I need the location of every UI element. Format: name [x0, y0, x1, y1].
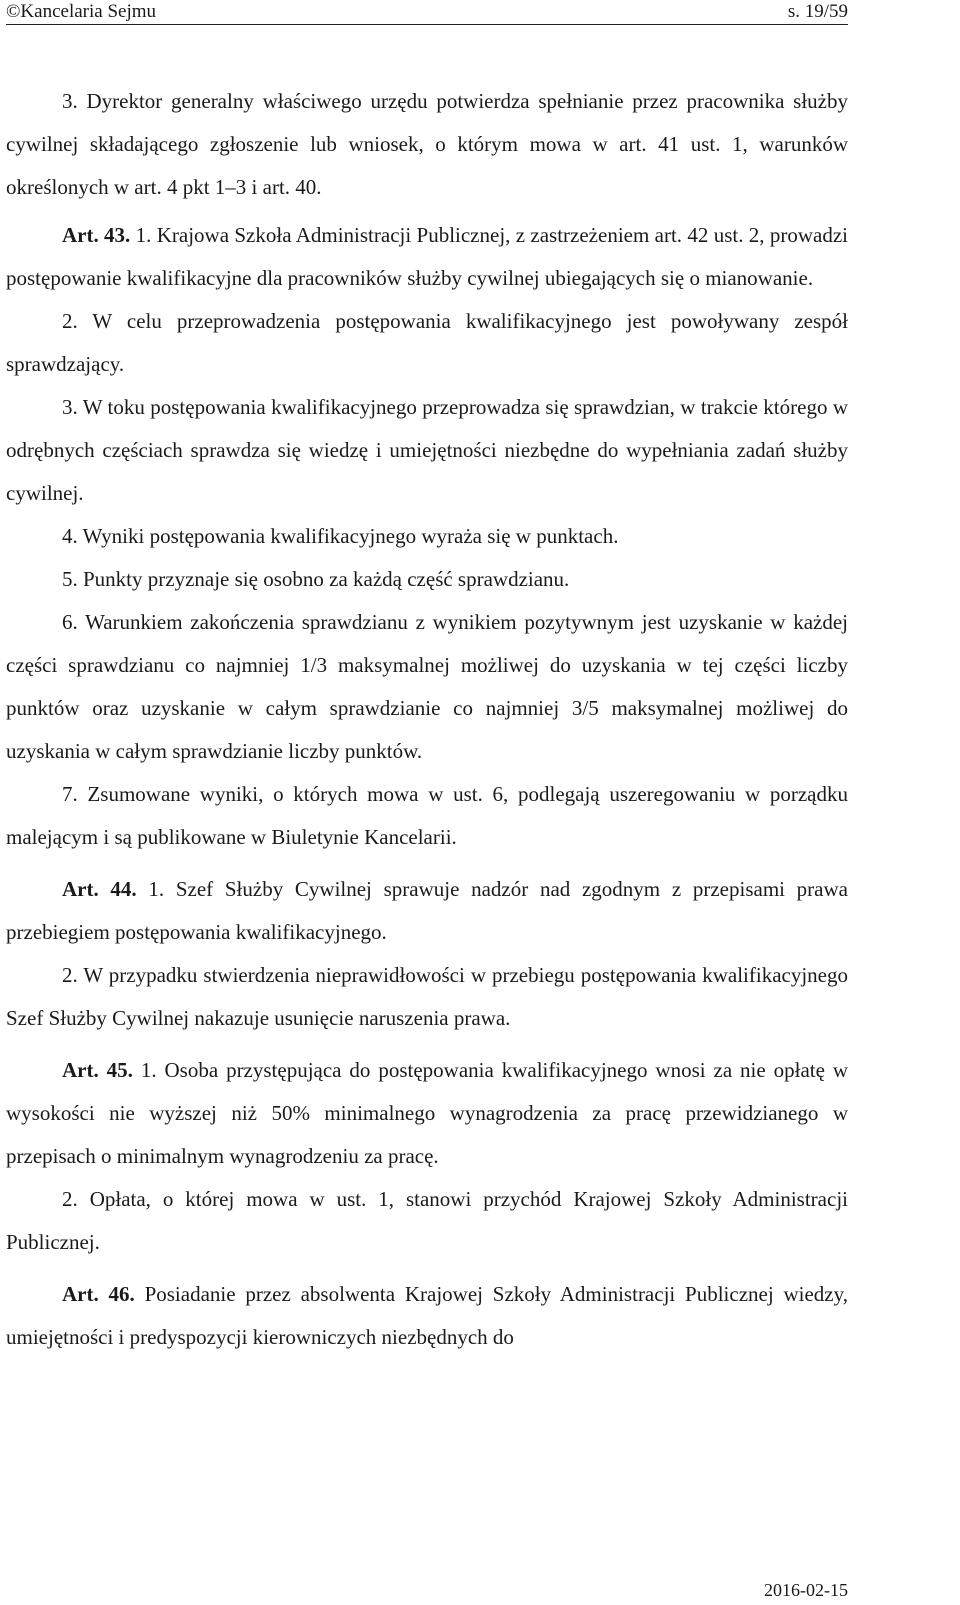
footer-date: 2016-02-15 — [764, 1580, 848, 1600]
article-number: Art. 45. — [62, 1058, 133, 1082]
article-number: Art. 43. — [62, 223, 131, 247]
article-paragraph: Art. 45. 1. Osoba przystępująca do postępowania kwalifikacyjnego wnosi za nie opłatę w wysokości nie wyższej niż 50% minimalnego wynagrodzenia za pracę przewidzianego w przepisach o minimalnym wynagrodzeniu za pracę. — [6, 1058, 849, 1168]
header-page-number: s. 19/59 — [787, 1, 848, 22]
paragraph: 2. Opłata, o której mowa w ust. 1, stanowi przychód Krajowej Szkoły Administracji Publicznej. — [6, 1187, 848, 1254]
page-header — [6, 2, 848, 25]
article-paragraph: Art. 43. 1. Krajowa Szkoła Administracji Publicznej, z zastrzeżeniem art. 42 ust. 2, prowadzi postępowanie kwalifikacyjne dla pracowników służby cywilnej ubiegających się o mianowanie. — [6, 223, 849, 290]
article-number: Art. 46. — [62, 1282, 135, 1306]
article-paragraph: Art. 44. 1. Szef Służby Cywilnej sprawuje nadzór nad zgodnym z przepisami prawa przebiegiem postępowania kwalifikacyjnego. — [6, 877, 848, 944]
paragraph: 2. W celu przeprowadzenia postępowania kwalifikacyjnego jest powoływany zespół sprawdzający. — [6, 309, 848, 376]
paragraph: 3. W toku postępowania kwalifikacyjnego przeprowadza się sprawdzian, w trakcie którego w odrębnych częściach sprawdza się wiedzę i umiejętności niezbędne do wypełniania zadań służby cywilnej. — [6, 395, 848, 505]
paragraph: 3. Dyrektor generalny właściwego urzędu potwierdza spełnianie przez pracownika służby cywilnej składającego zgłoszenie lub wniosek, o którym mowa w art. 41 ust. 1, warunków określonych w art. 4 pkt 1–3 i art. 40. — [6, 89, 848, 199]
document-body — [6, 80, 848, 1359]
paragraph: 6. Warunkiem zakończenia sprawdzianu z wynikiem pozytywnym jest uzyskanie w każdej części sprawdzianu co najmniej 1/3 maksymalnej możliwej do uzyskania w tej części liczby punktów oraz uzyskanie w całym sprawdzianie co najmniej 3/5 maksymalnej możliwej do uzyskania w całym sprawdzianie liczby punktów. — [6, 610, 848, 763]
paragraph: 5. Punkty przyznaje się osobno za każdą część sprawdzianu. — [62, 567, 570, 591]
article-number: Art. 44. — [62, 877, 137, 901]
header-copyright: ©Kancelaria Sejmu — [6, 1, 157, 22]
article-paragraph: Art. 46. Posiadanie przez absolwenta Krajowej Szkoły Administracji Publicznej wiedzy, umiejętności i predyspozycji kierowniczych niezbędnych do — [6, 1282, 849, 1349]
paragraph: 4. Wyniki postępowania kwalifikacyjnego wyraża się w punktach. — [62, 524, 619, 548]
paragraph: 7. Zsumowane wyniki, o których mowa w ust. 6, podlegają uszeregowaniu w porządku malejącym i są publikowane w Biuletynie Kancelarii. — [6, 782, 848, 849]
paragraph: 2. W przypadku stwierdzenia nieprawidłowości w przebiegu postępowania kwalifikacyjnego Szef Służby Cywilnej nakazuje usunięcie naruszenia prawa. — [6, 963, 848, 1030]
